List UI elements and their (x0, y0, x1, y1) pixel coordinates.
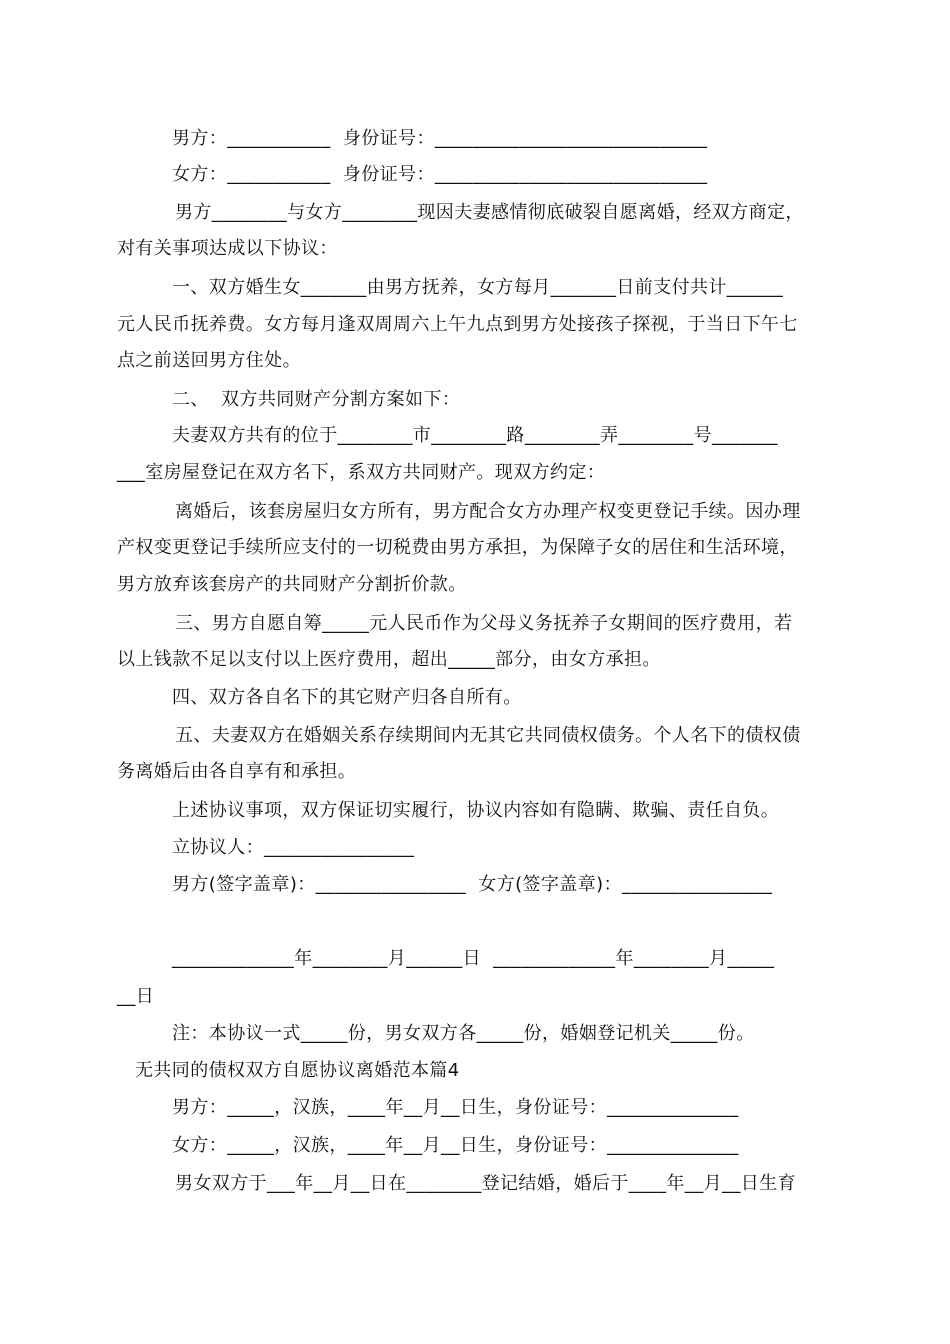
text-line: 点之前送回男方住处。 (117, 350, 301, 371)
text-line: 以上钱款不足以支付以上医疗费用，超出_____部分，由女方承担。 (117, 649, 661, 670)
text-line: 男方：___________ 身份证号：_____________________________ (172, 128, 708, 149)
text-line: _____________年________月______日 _____________年________月_____ (172, 948, 775, 969)
text-line: __日 (117, 986, 155, 1007)
text-line: 三、男方自愿自筹_____元人民币作为父母义务抚养子女期间的医疗费用，若 (175, 613, 793, 634)
text-line: 女方：_____，汉族，____年__月__日生，身份证号：______________ (172, 1135, 739, 1156)
text-line: 对有关事项达成以下协议： (117, 238, 338, 259)
text-line: 男方放弃该套房产的共同财产分割折价款。 (117, 574, 467, 595)
section-heading: 无共同的债权双方自愿协议离婚范本篇4 (135, 1060, 460, 1081)
text-line: 离婚后，该套房屋归女方所有，男方配合女方办理产权变更登记手续。因办理 (175, 501, 801, 522)
text-line: 女方：___________ 身份证号：_____________________________ (172, 164, 708, 185)
text-line: 一、双方婚生女_______由男方抚养，女方每月_______日前支付共计______ (172, 277, 784, 298)
text-line: 产权变更登记手续所应支付的一切税费由男方承担，为保障子女的居住和生活环境， (117, 537, 798, 558)
text-line: 四、双方各自名下的其它财产归各自所有。 (172, 687, 522, 708)
text-line: 男方(签字盖章)：________________ 女方(签字盖章)：________________ (172, 874, 773, 895)
text-line: 注：本协议一式_____份，男女双方各_____份，婚姻登记机关_____份。 (172, 1023, 755, 1044)
text-line: 二、 双方共同财产分割方案如下： (172, 389, 461, 410)
text-line: 上述协议事项，双方保证切实履行，协议内容如有隐瞒、欺骗、责任自负。 (172, 800, 780, 821)
text-line: 男方________与女方________现因夫妻感情彻底破裂自愿离婚，经双方商定， (175, 202, 804, 223)
text-line: 务离婚后由各自享有和承担。 (117, 761, 357, 782)
text-line: 五、夫妻双方在婚姻关系存续期间内无其它共同债权债务。个人名下的债权债 (175, 725, 801, 746)
text-line: 元人民币抚养费。女方每月逢双周周六上午九点到男方处接孩子探视，于当日下午七 (117, 314, 798, 335)
text-line: 立协议人：________________ (172, 837, 415, 858)
text-line: ___室房屋登记在双方名下，系双方共同财产。现双方约定： (117, 462, 606, 483)
text-line: 男女双方于___年__月__日在________登记结婚，婚后于____年__月__日生育 (175, 1173, 796, 1194)
text-line: 夫妻双方共有的位于________市________路________弄________号_______ (172, 425, 778, 446)
text-line: 男方：_____，汉族，____年__月__日生，身份证号：______________ (172, 1097, 739, 1118)
